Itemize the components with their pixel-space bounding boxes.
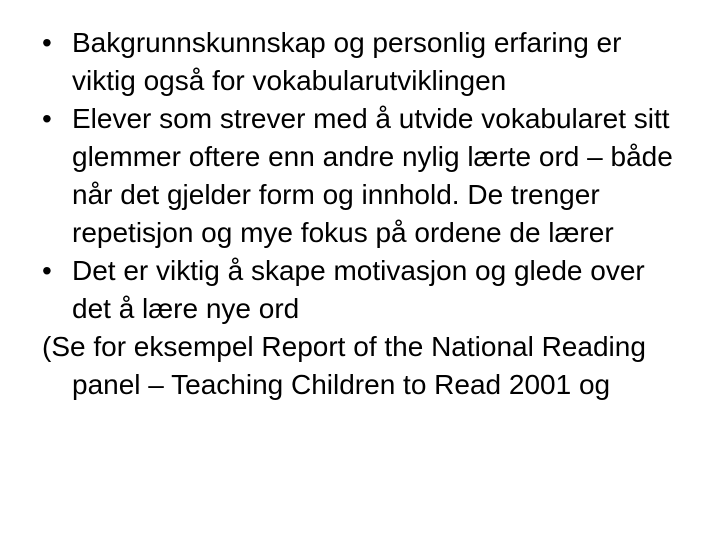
bullet-text: Det er viktig å skape motivasjon og glede over det å lære nye ord: [72, 255, 645, 324]
bullet-marker: •: [42, 255, 52, 286]
bullet-marker: •: [42, 27, 52, 58]
bullet-text: Elever som strever med å utvide vokabularet sitt glemmer oftere enn andre nylig lærte ord – både når det gjelder form og innhold. De trenger repetisjon og mye fokus på ordene de lærer: [72, 103, 673, 248]
reference-note: (Se for eksempel Report of the National Reading panel – Teaching Children to Read 2001 og: [42, 331, 646, 400]
bullet-item-3: [42, 252, 682, 328]
bullet-item-1: [42, 24, 682, 100]
slide-body: [42, 24, 682, 404]
bullet-text: Bakgrunnskunnskap og personlig erfaring er viktig også for vokabularutviklingen: [72, 27, 622, 96]
bullet-marker: •: [42, 103, 52, 134]
bullet-item-2: [42, 100, 682, 252]
